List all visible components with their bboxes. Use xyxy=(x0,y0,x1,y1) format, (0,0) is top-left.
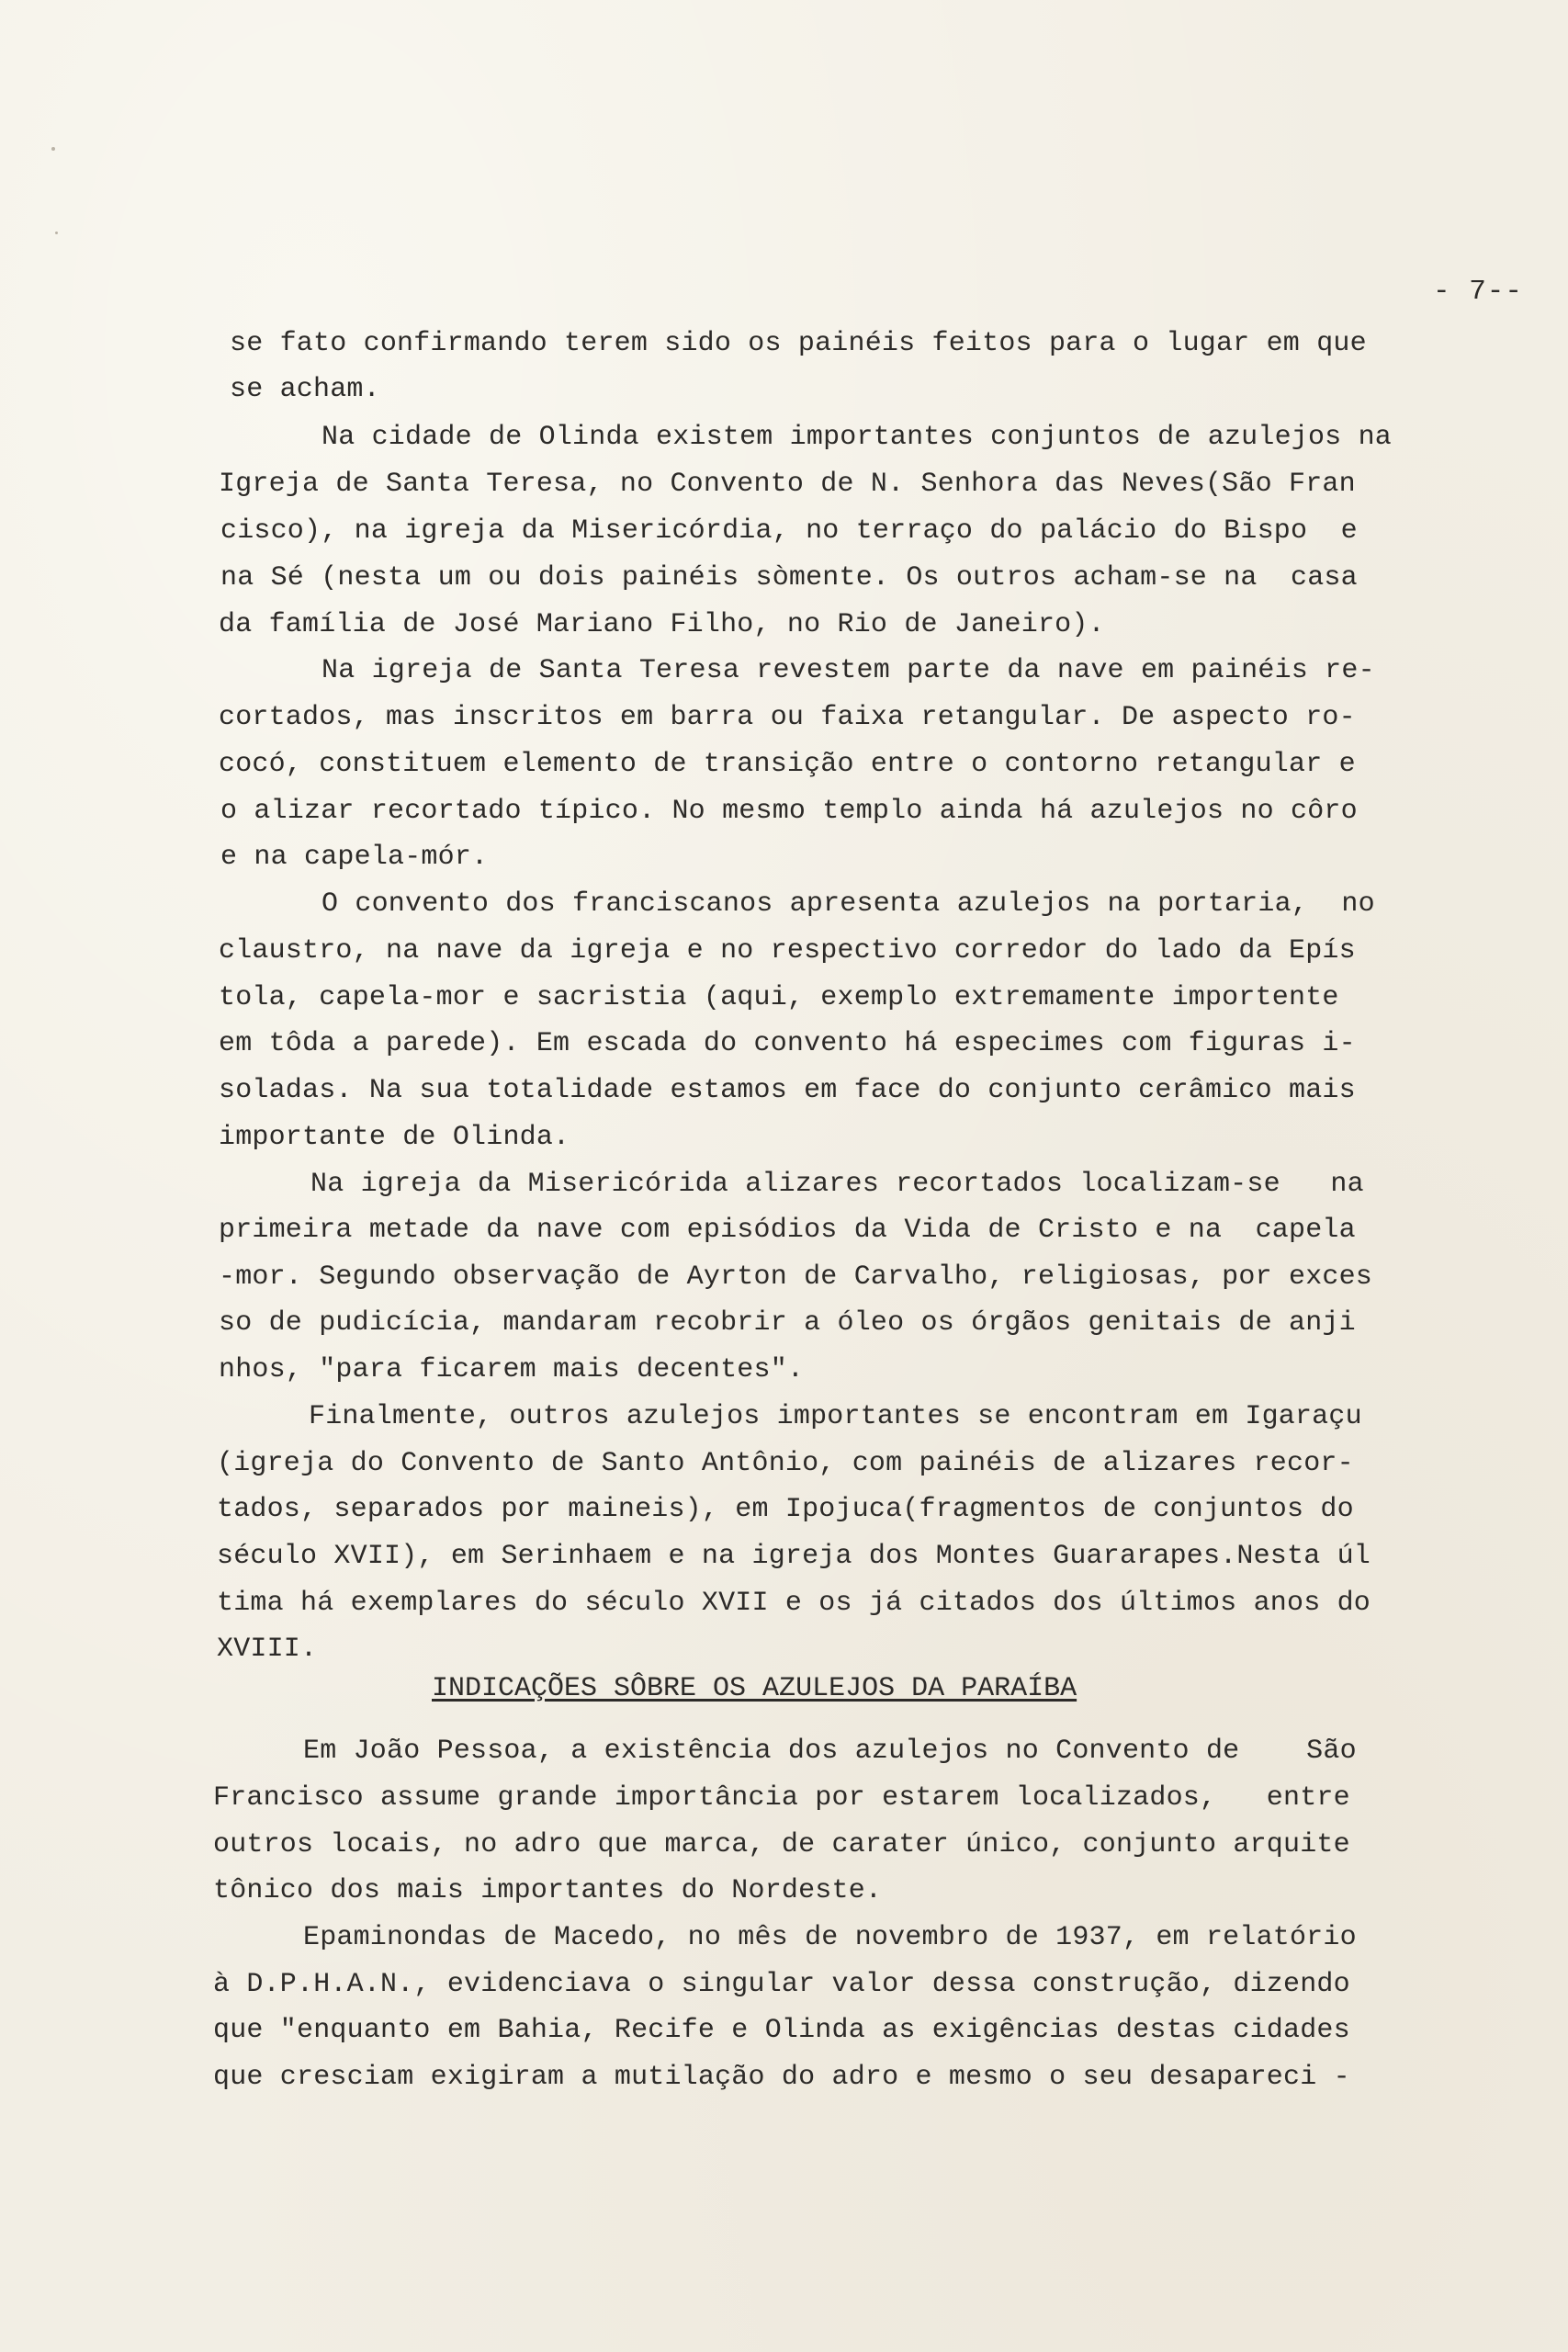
text-line: -mor. Segundo observação de Ayrton de Carvalho, religiosas, por exces xyxy=(219,1261,1373,1293)
text-line: importante de Olinda. xyxy=(219,1122,570,1153)
text-line: se fato confirmando terem sido os painéis feitos para o lugar em que xyxy=(230,328,1367,359)
text-line: O convento dos franciscanos apresenta azulejos na portaria, no xyxy=(321,888,1375,920)
text-line: Igreja de Santa Teresa, no Convento de N. Senhora das Neves(São Fran xyxy=(219,469,1356,500)
text-line: tados, separados por maineis), em Ipojuca(fragmentos de conjuntos do xyxy=(217,1494,1354,1525)
text-line: Francisco assume grande importância por estarem localizados, entre xyxy=(213,1782,1350,1814)
text-line: da família de José Mariano Filho, no Rio de Janeiro). xyxy=(219,609,1105,640)
text-line: Em João Pessoa, a existência dos azulejos no Convento de São xyxy=(303,1736,1357,1767)
text-line: tola, capela-mor e sacristia (aqui, exemplo extremamente importente xyxy=(219,982,1339,1013)
text-line: XVIII. xyxy=(217,1634,318,1665)
text-line: que cresciam exigiram a mutilação do adro e mesmo o seu desapareci - xyxy=(213,2062,1350,2093)
section-heading: INDICAÇÕES SÔBRE OS AZULEJOS DA PARAÍBA xyxy=(432,1673,1077,1704)
text-line: se acham. xyxy=(230,374,380,405)
text-line: cocó, constituem elemento de transição entre o contorno retangular e xyxy=(219,749,1356,780)
text-line: século XVII), em Serinhaem e na igreja dos Montes Guararapes.Nesta úl xyxy=(217,1541,1371,1572)
text-line: Finalmente, outros azulejos importantes se encontram em Igaraçu xyxy=(309,1401,1362,1432)
text-line: Na igreja de Santa Teresa revestem parte da nave em painéis re- xyxy=(321,655,1375,686)
paper-speck xyxy=(55,232,58,234)
text-line: na Sé (nesta um ou dois painéis sòmente. Os outros acham-se na casa xyxy=(220,562,1358,594)
text-line: tima há exemplares do século XVII e os já citados dos últimos anos do xyxy=(217,1588,1371,1619)
text-line: tônico dos mais importantes do Nordeste. xyxy=(213,1875,883,1906)
text-line: nhos, "para ficarem mais decentes". xyxy=(219,1354,805,1385)
text-line: Na igreja da Misericórida alizares recortados localizam-se na xyxy=(310,1169,1364,1200)
text-line: cortados, mas inscritos em barra ou faixa retangular. De aspecto ro- xyxy=(219,702,1356,733)
text-line: primeira metade da nave com episódios da Vida de Cristo e na capela xyxy=(219,1215,1356,1246)
text-line: cisco), na igreja da Misericórdia, no terraço do palácio do Bispo e xyxy=(220,515,1358,547)
text-line: à D.P.H.A.N., evidenciava o singular valor dessa construção, dizendo xyxy=(213,1969,1350,2000)
text-line: o alizar recortado típico. No mesmo templo ainda há azulejos no côro xyxy=(220,796,1358,827)
text-line: (igreja do Convento de Santo Antônio, com painéis de alizares recor- xyxy=(217,1448,1354,1479)
text-line: outros locais, no adro que marca, de carater único, conjunto arquite xyxy=(213,1829,1350,1860)
text-line: claustro, na nave da igreja e no respectivo corredor do lado da Epís xyxy=(219,935,1356,967)
text-line: em tôda a parede). Em escada do convento há especimes com figuras i- xyxy=(219,1028,1356,1059)
text-line: Na cidade de Olinda existem importantes conjuntos de azulejos na xyxy=(321,422,1392,453)
page-number: - 7-- xyxy=(1433,276,1524,308)
text-line: soladas. Na sua totalidade estamos em face do conjunto cerâmico mais xyxy=(219,1075,1356,1106)
text-line: e na capela-mór. xyxy=(220,842,489,873)
text-line: Epaminondas de Macedo, no mês de novembro de 1937, em relatório xyxy=(303,1922,1357,1953)
paper-speck xyxy=(51,147,55,151)
text-line: so de pudicícia, mandaram recobrir a óleo os órgãos genitais de anji xyxy=(219,1307,1356,1339)
text-line: que "enquanto em Bahia, Recife e Olinda as exigências destas cidades xyxy=(213,2015,1350,2046)
